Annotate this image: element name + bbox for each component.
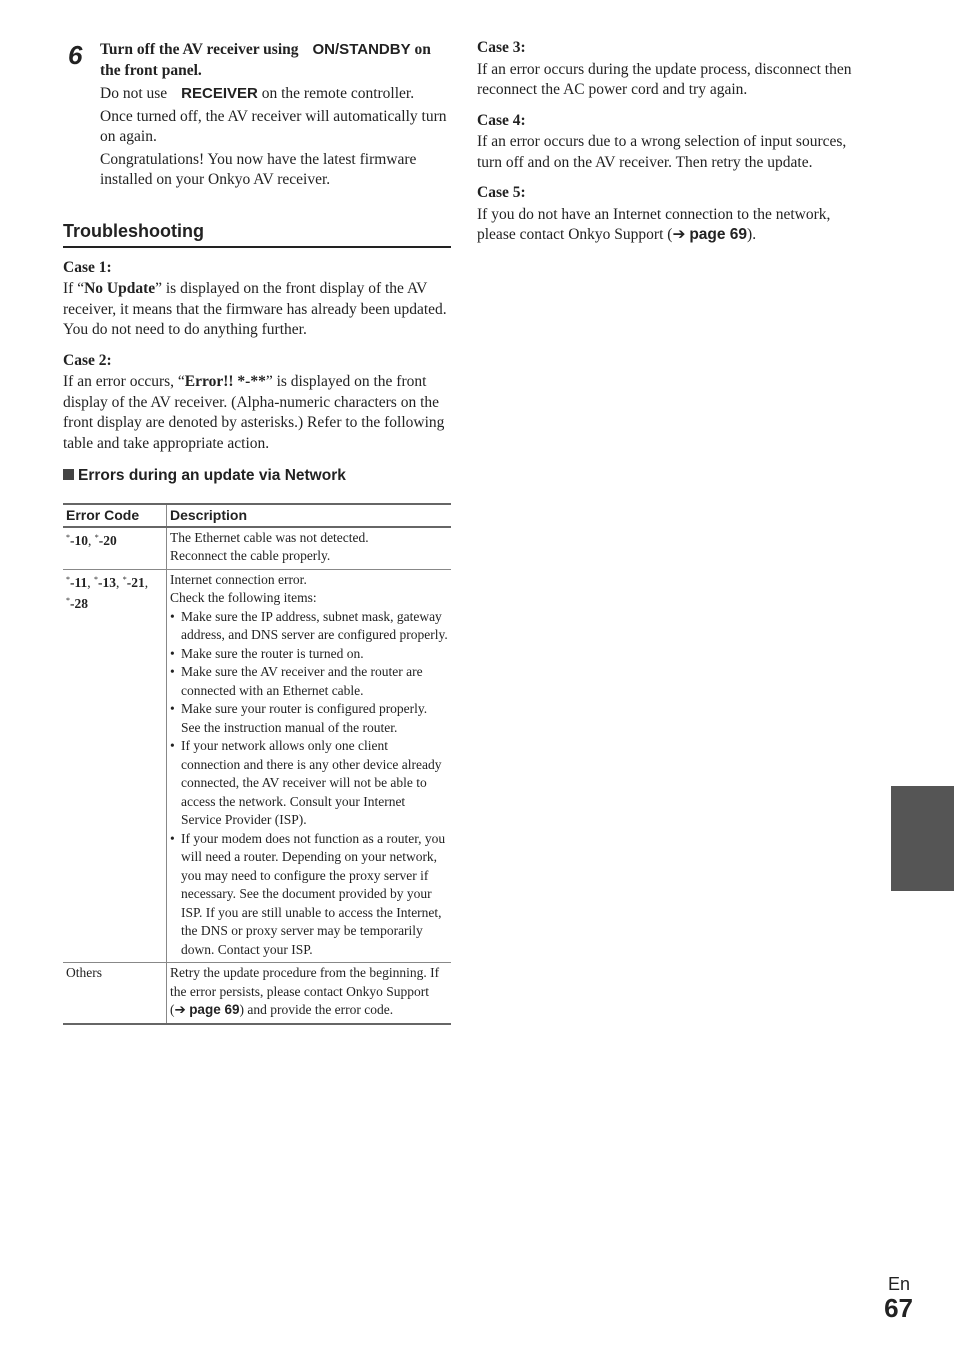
- step-body: [100, 84, 451, 191]
- errors-subheading-text: Errors during an update via Network: [78, 467, 346, 484]
- step-title-suffix: on the front panel.: [100, 41, 431, 79]
- table-header-row: [63, 504, 451, 527]
- error-code: -21: [126, 574, 145, 590]
- description-line: Internet connection error.: [170, 571, 307, 587]
- error-table: [63, 503, 451, 1025]
- header-error-code: Error Code: [63, 504, 167, 527]
- case-1-text: [63, 279, 451, 341]
- description-cell: [167, 569, 452, 963]
- errors-subheading: [63, 466, 451, 486]
- error-code: -13: [98, 574, 117, 590]
- list-item: • If your modem does not function as a router, you will need a router. Depending on your network, you may need to configure the proxy server if necessary. See the document provided by your ISP. If you are still unable to access the Internet, the DNS or proxy server may be temporarily down. Contact your ISP.: [170, 830, 448, 960]
- page-number: 67: [884, 1293, 913, 1323]
- description-line: Check the following items:: [170, 590, 317, 605]
- case-1-text-pre: If “: [63, 280, 85, 297]
- case-5-text: [477, 205, 867, 246]
- step-title: [100, 40, 451, 81]
- description-line: The Ethernet cable was not detected.: [170, 529, 369, 545]
- case-5-text-post: ).: [747, 226, 757, 243]
- case-2-text-pre: If an error occurs, “: [63, 373, 185, 390]
- description-cell: [167, 963, 452, 1024]
- step-line-1-suffix: on the remote controller.: [257, 85, 415, 102]
- list-item: • If your network allows only one client connection and there is any other device already connected, the AV receiver will not be able to access the network. Consult your Internet Service Provider (ISP).: [170, 737, 448, 830]
- case-4: [477, 111, 867, 174]
- error-code-cell: *-10, *-20: [63, 527, 167, 570]
- page-reference-link[interactable]: page 69: [689, 226, 748, 243]
- step-line-2: Once turned off, the AV receiver will automatically turn on again.: [100, 107, 447, 145]
- step-line-1: [100, 84, 451, 105]
- list-item: • Make sure the IP address, subnet mask, gateway address, and DNS server are configured properly.: [170, 608, 448, 645]
- case-3-label: Case 3:: [477, 39, 526, 56]
- table-row: [63, 569, 451, 963]
- description-cell: [167, 527, 452, 570]
- on-standby-button-label: ON/STANDBY: [312, 41, 411, 58]
- error-code-cell: Others: [63, 963, 167, 1024]
- troubleshooting-heading: Troubleshooting: [63, 220, 451, 248]
- arrow-right-icon: ➔: [672, 226, 686, 243]
- case-1: [63, 258, 451, 341]
- table-row: [63, 963, 451, 1024]
- left-column: [63, 40, 451, 1025]
- case-2-text-post: ” is displayed on the front display of the AV receiver. (Alpha-numeric characters on the front display are denoted by asterisks.) Refer to the following table and take appropriate action.: [63, 373, 445, 452]
- step-6: [63, 40, 451, 191]
- case-2: [63, 351, 451, 455]
- list-item: • Make sure the router is turned on.: [170, 645, 448, 664]
- error-code: -10: [70, 532, 88, 548]
- case-5-label: Case 5:: [477, 184, 526, 201]
- page-reference-link[interactable]: page 69: [189, 1002, 240, 1017]
- step-title-prefix: Turn off the AV receiver using: [100, 41, 299, 58]
- case-1-label: Case 1:: [63, 258, 112, 276]
- table-row: [63, 527, 451, 570]
- case-5-text-pre: If you do not have an Internet connection to the network, please contact Onkyo Support (: [477, 205, 831, 243]
- case-5: [477, 183, 867, 246]
- case-4-text: If an error occurs due to a wrong selection of input sources, turn off and on the AV receiver. Then retry the update.: [477, 133, 847, 171]
- error-code: -20: [98, 532, 117, 548]
- step-number: 6: [68, 40, 83, 70]
- language-label: En: [887, 1274, 910, 1294]
- checklist: [170, 608, 448, 960]
- right-column: [477, 38, 867, 246]
- description-line: Reconnect the cable properly.: [170, 548, 331, 563]
- step-line-1-prefix: Do not use: [100, 85, 168, 102]
- error-code: -11: [70, 574, 88, 590]
- square-bullet-icon: [63, 469, 74, 480]
- step-line-3: Congratulations! You now have the latest firmware installed on your Onkyo AV receiver.: [100, 150, 417, 188]
- error-code: -28: [70, 596, 88, 611]
- list-item: • Make sure your router is configured properly. See the instruction manual of the router.: [170, 700, 448, 737]
- no-update-message: No Update: [84, 280, 156, 297]
- section-tab: [891, 786, 954, 891]
- arrow-right-icon: ➔: [174, 1002, 186, 1017]
- receiver-button-label: RECEIVER: [181, 85, 258, 102]
- list-item: • Make sure the AV receiver and the router are connected with an Ethernet cable.: [170, 663, 448, 700]
- description-text: ) and provide the error code.: [239, 1002, 394, 1017]
- case-4-label: Case 4:: [477, 111, 526, 129]
- error-code-cell: *-11, *-13, *-21, *-28: [63, 569, 167, 963]
- case-3-text: If an error occurs during the update process, disconnect then reconnect the AC power cord and try again.: [477, 60, 852, 98]
- header-description: Description: [167, 504, 452, 527]
- case-1-text-post: ” is displayed on the front display of the AV receiver, it means that the firmware has already been updated. You do not need to do anything further.: [63, 280, 447, 338]
- case-2-label: Case 2:: [63, 351, 112, 369]
- error-message: Error!! *-**: [184, 373, 266, 390]
- case-2-text: [63, 372, 451, 454]
- case-3: [477, 38, 867, 101]
- description-text: Retry the update procedure from the beginning. If the error persists, please contact Onkyo Support (: [170, 965, 440, 1017]
